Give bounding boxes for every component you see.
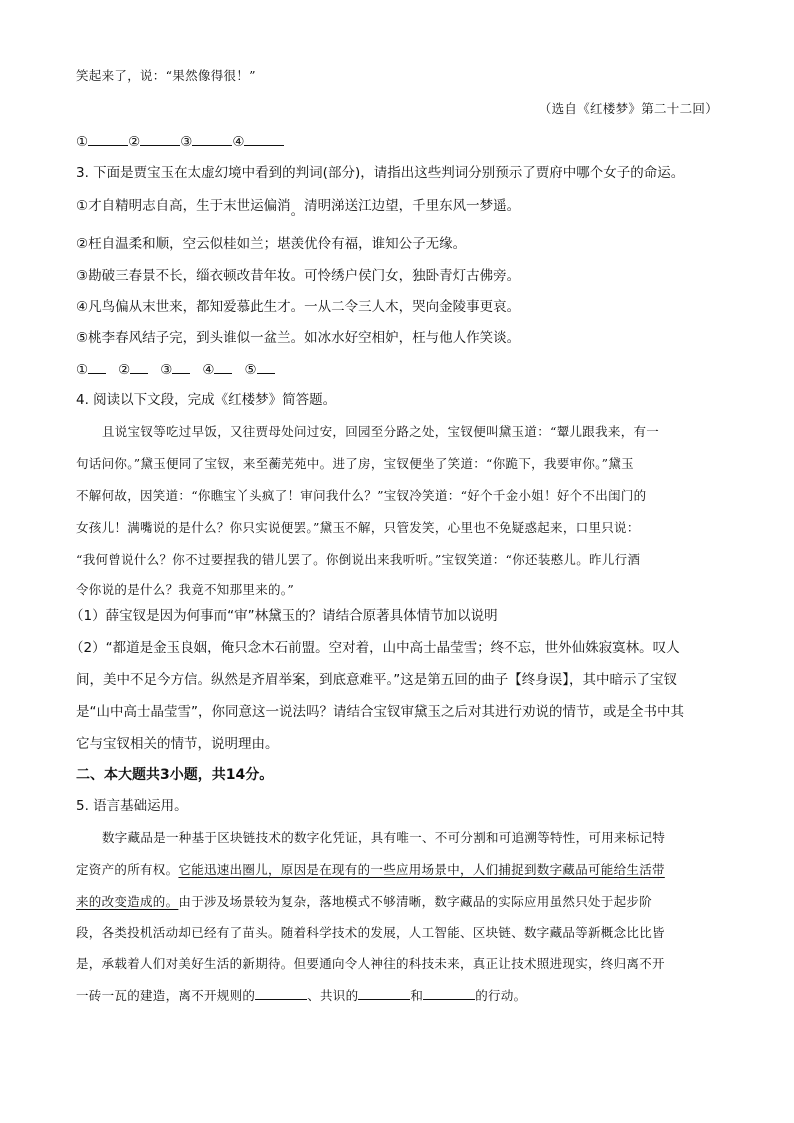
q4-subquestion-2-line-1: （2）“都道是金玉良姻，俺只念木石前盟。空对着，山中高士晶莹雪；终不忘，世外仙姝寂寞林。叹人 [70,640,680,656]
q5-passage-line-3 [76,892,652,912]
q3-label-1: ① [76,362,89,378]
q5-passage-line-2 [76,860,665,880]
q5-passage-line-5: 是，承载着人们对美好生活的新期待。但要通向令人神往的科技未来，真正让技术照进现实，终归离不开 [76,956,665,971]
q3-verse-1b: 清明涕送江边望，千里东风一梦遥。 [304,198,521,214]
q4-passage-line-5: “我何曾说什么？你不过要捏我的错儿罢了。你倒说出来我听听。”宝钗笑道：“你还装憨儿。昨儿行酒 [76,552,641,567]
q3-blank-1[interactable] [88,359,106,374]
q4-passage-line-6: 令你说的是什么？我竟不知那里来的。” [76,582,295,597]
q2-label-3: ③ [180,134,193,150]
passage-source: （选自《红楼梦》第二十二回） [538,101,718,116]
q3-blank-5[interactable] [257,359,275,374]
q4-passage-line-4: 女孩儿！满嘴说的是什么？你只实说便罢。”黛玉不解，只管发笑，心里也不免疑惑起来，口里只说： [76,520,640,535]
q2-answer-blanks [76,131,284,152]
q5-blank-1[interactable] [255,985,307,1000]
q2-label-4: ④ [232,134,245,150]
q2-blank-1[interactable] [88,131,128,146]
q5-blank-3[interactable] [423,985,475,1000]
q3-blank-2[interactable] [130,359,148,374]
q5-underlined-sentence-part-2: 来的改变造成的。 [76,894,179,909]
q5-passage-line-4: 段，各类投机活动却已经有了苗头。随着科学技术的发展，人工智能、区块链、数字藏品等新概念比比皆 [76,925,665,940]
section-2-heading: 二、本大题共3小题，共14分。 [76,767,274,783]
q3-blank-3[interactable] [172,359,190,374]
q4-subquestion-2-line-2: 间，美中不足今方信。纵然是齐眉举案，到底意难平。”这是第五回的曲子【终身误】，其中暗示了宝钗 [76,672,677,688]
q3-blank-4[interactable] [214,359,232,374]
q4-subquestion-2-line-4: 它与宝钗相关的情节，说明理由。 [76,736,279,752]
q3-label-2: ② [118,362,131,378]
q3-label-4: ④ [202,362,215,378]
q5-line-6d: 的行动。 [475,988,527,1003]
q3-verse-2: ②枉自温柔和顺，空云似桂如兰；堪羡优伶有福，谁知公子无缘。 [76,236,467,252]
q3-verse-1a: ①才自精明志自高，生于末世运偏消 [76,198,291,214]
q4-passage-line-1: 且说宝钗等吃过早饭，又往贾母处问过安，回园至分路之处，宝钗便叫黛玉道：“颦儿跟我来，有一 [102,424,660,439]
q3-verse-1 [76,196,521,219]
q5-passage-line-1: 数字藏品是一种基于区块链技术的数字化凭证，具有唯一、不可分割和可追溯等特性，可用来标记特 [102,830,666,845]
q2-blank-2[interactable] [140,131,180,146]
q5-passage-line-6 [76,985,526,1006]
q3-verse-3: ③勘破三春景不长，缁衣顿改昔年妆。可怜绣户侯门女，独卧青灯古佛旁。 [76,268,521,284]
q2-blank-4[interactable] [244,131,284,146]
q5-passage-line-2a: 定资产的所有权。 [76,862,179,877]
q5-passage-line-3b: 由于涉及场景较为复杂，落地模式不够清晰，数字藏品的实际应用虽然只处于起步阶 [178,894,653,909]
q5-line-6b: 、共识的 [307,988,359,1003]
q4-title: 4. 阅读以下文段，完成《红楼梦》简答题。 [76,392,337,408]
q3-title: 3. 下面是贾宝玉在太虚幻境中看到的判词(部分)，请指出这些判词分别预示了贾府中哪个女子的命运。 [76,165,685,181]
q5-line-6c: 和 [410,988,424,1003]
q4-subquestion-2-line-3: 是“山中高士晶莹雪”，你同意这一说法吗？请结合宝钗审黛玉之后对其进行劝说的情节，或是全书中其 [76,704,684,720]
q3-verse-1-mark: 。 [290,203,305,219]
q2-label-2: ② [128,134,141,150]
q5-blank-2[interactable] [358,985,410,1000]
q5-line-6a: 一砖一瓦的建造，离不开规则的 [76,988,256,1003]
q4-passage-line-2: 句话问你。”黛玉便同了宝钗，来至蘅芜苑中。进了房，宝钗便坐了笑道：“你跪下，我要审你。”黛玉 [76,456,634,471]
q3-verse-5: ⑤桃李春风结子完，到头谁似一盆兰。如冰水好空相妒，枉与他人作笑谈。 [76,330,521,346]
q3-answer-blanks [76,359,275,380]
q3-verse-4: ④凡鸟偏从末世来，都知爱慕此生才。一从二令三人木，哭向金陵事更哀。 [76,299,521,315]
q5-title: 5. 语言基础运用。 [76,798,188,814]
q5-underlined-sentence-part-1: 它能迅速出圈儿，原因是在现有的一些应用场景中，人们捕捉到数字藏品可能给生活带 [178,862,665,877]
q3-label-3: ③ [160,362,173,378]
q2-blank-3[interactable] [192,131,232,146]
passage-closing-line: 笑起来了，说：“果然像得很！” [76,68,256,83]
q4-passage-line-3: 不解何故，因笑道：“你瞧宝丫头疯了！审问我什么？”宝钗冷笑道：“好个千金小姐！好个不出闺门的 [76,488,647,503]
q3-label-5: ⑤ [244,362,257,378]
q2-label-1: ① [76,134,89,150]
q4-subquestion-1: （1）薛宝钗是因为何事而“审”林黛玉的？请结合原著具体情节加以说明 [70,608,498,624]
